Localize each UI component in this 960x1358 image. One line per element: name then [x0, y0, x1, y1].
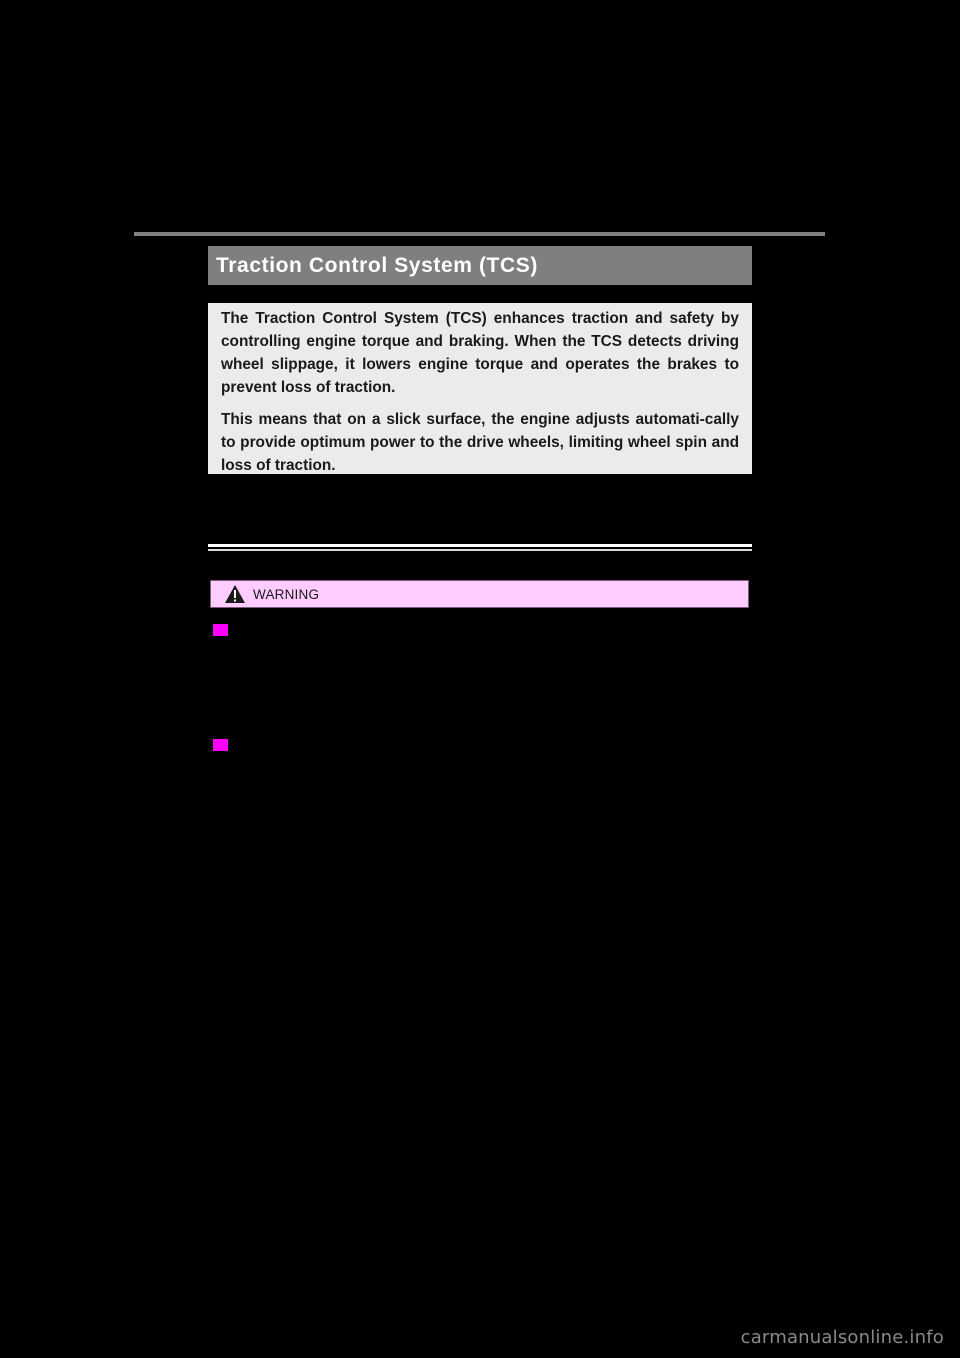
- page-header-rule: [134, 232, 825, 236]
- warning-label: WARNING: [253, 586, 320, 602]
- warning-item-bullet: [213, 624, 228, 636]
- summary-box: [208, 303, 752, 474]
- divider-line: [208, 549, 752, 551]
- summary-paragraph: This means that on a slick surface, the engine adjusts automati-cally to provide optimum power to the drive wheels, limiting wheel spin and loss of traction.: [221, 411, 739, 474]
- warning-header: [210, 580, 749, 608]
- section-title-bar: [208, 246, 752, 285]
- section-title: Traction Control System (TCS): [216, 253, 538, 277]
- divider-line: [208, 544, 752, 547]
- summary-paragraph: The Traction Control System (TCS) enhances traction and safety by controlling engine torque and braking. When the TCS detects driving wheel slippage, it lowers engine torque and operates the brakes to prevent loss of traction.: [221, 310, 739, 396]
- site-watermark: carmanualsonline.info: [740, 1327, 944, 1348]
- warning-item-bullet: [213, 739, 228, 751]
- warning-triangle-icon: [224, 584, 246, 604]
- section-divider: [208, 544, 752, 552]
